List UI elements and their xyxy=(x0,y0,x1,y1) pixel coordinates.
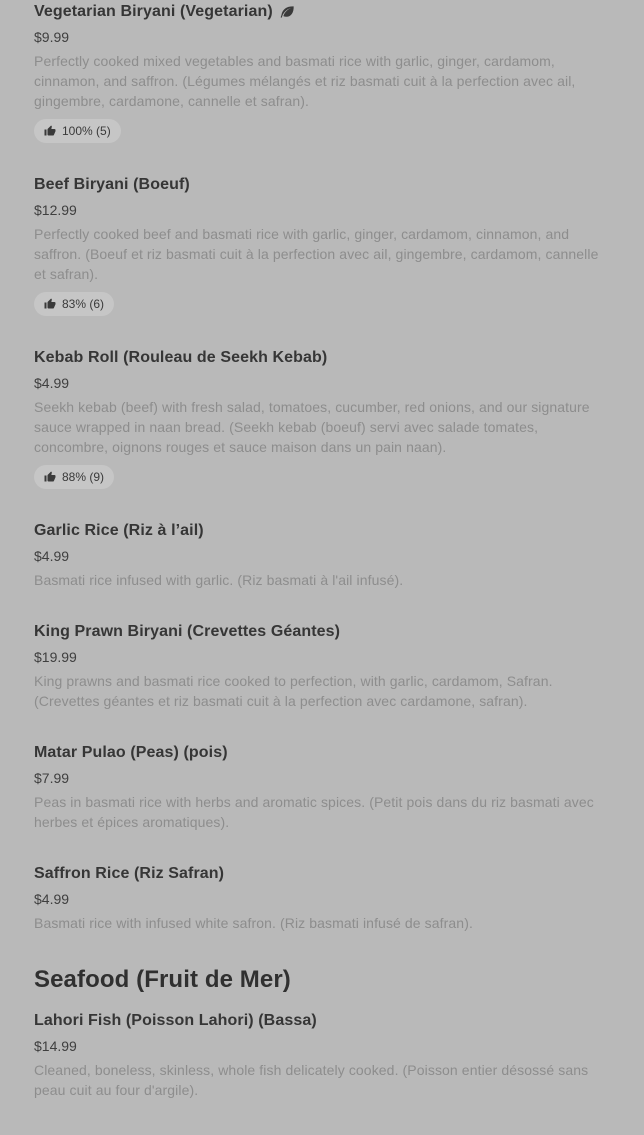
thumbs-up-icon xyxy=(44,298,56,310)
vegetarian-leaf-icon xyxy=(280,4,296,20)
item-name: Lahori Fish (Poisson Lahori) (Bassa) xyxy=(34,1012,317,1029)
thumbs-up-icon xyxy=(44,125,56,137)
item-price: $4.99 xyxy=(34,375,70,391)
menu-item[interactable] xyxy=(34,175,610,316)
rating-text: 88% (9) xyxy=(62,470,105,484)
item-name: Kebab Roll (Rouleau de Seekh Kebab) xyxy=(34,349,328,366)
item-description: Perfectly cooked beef and basmati rice with garlic, ginger, cardamom, cinnamon, and saffron. (Boeuf et riz basmati cuit à la perfection avec ail, gingembre, cardamom, cannelle et safran). xyxy=(34,226,599,282)
menu-item[interactable] xyxy=(34,622,610,711)
item-description: King prawns and basmati rice cooked to perfection, with garlic, cardamom, Safran. (Crevettes géantes et riz basmati cuit à la perfection avec cardamone, safran). xyxy=(34,673,553,709)
item-description: Perfectly cooked mixed vegetables and basmati rice with garlic, ginger, cardamom, cinnamon, and saffron. (Légumes mélangés et riz basmati cuit à la perfection avec ail, gingembre, cardamone, cannelle et safran). xyxy=(34,53,576,109)
rating-text: 83% (6) xyxy=(62,297,105,311)
item-title-row xyxy=(34,864,610,884)
menu-item[interactable] xyxy=(34,521,610,590)
item-price: $4.99 xyxy=(34,891,70,907)
item-name: Matar Pulao (Peas) (pois) xyxy=(34,744,228,761)
rating-badge xyxy=(34,292,114,316)
menu-item[interactable] xyxy=(34,1011,610,1100)
section-heading-seafood: Seafood (Fruit de Mer) xyxy=(34,966,291,993)
rating-badge xyxy=(34,119,121,143)
item-name: Beef Biryani (Boeuf) xyxy=(34,176,190,193)
item-price: $7.99 xyxy=(34,770,70,786)
item-title-row xyxy=(34,348,610,368)
item-title-row xyxy=(34,521,610,541)
item-name: Saffron Rice (Riz Safran) xyxy=(34,865,225,882)
thumbs-up-icon xyxy=(44,471,56,483)
item-title-row xyxy=(34,622,610,642)
item-name: King Prawn Biryani (Crevettes Géantes) xyxy=(34,623,341,640)
item-title-row xyxy=(34,2,610,22)
item-price: $19.99 xyxy=(34,649,77,665)
item-description: Basmati rice infused with garlic. (Riz basmati à l'ail infusé). xyxy=(34,572,404,588)
item-name: Vegetarian Biryani (Vegetarian) xyxy=(34,3,273,20)
item-description: Peas in basmati rice with herbs and aromatic spices. (Petit pois dans du riz basmati avec herbes et épices aromatiques). xyxy=(34,794,594,830)
rating-text: 100% (5) xyxy=(62,124,111,138)
item-price: $9.99 xyxy=(34,29,70,45)
menu-item[interactable] xyxy=(34,864,610,933)
item-description: Cleaned, boneless, skinless, whole fish delicately cooked. (Poisson entier désossé sans peau cuit au four d'argile). xyxy=(34,1062,589,1098)
menu-item[interactable] xyxy=(34,743,610,832)
item-description: Seekh kebab (beef) with fresh salad, tomatoes, cucumber, red onions, and our signature sauce wrapped in naan bread. (Seekh kebab (boeuf) servi avec salade tomates, concombre, oignons rouges et sauce maison dans un pain naan). xyxy=(34,399,590,455)
item-price: $4.99 xyxy=(34,548,70,564)
item-title-row xyxy=(34,743,610,763)
item-title-row xyxy=(34,175,610,195)
item-price: $14.99 xyxy=(34,1038,77,1054)
item-name: Garlic Rice (Riz à l’ail) xyxy=(34,522,204,539)
menu-item[interactable] xyxy=(34,2,610,143)
item-title-row xyxy=(34,1011,610,1031)
rating-badge xyxy=(34,465,114,489)
menu-item[interactable] xyxy=(34,348,610,489)
item-price: $12.99 xyxy=(34,202,77,218)
item-description: Basmati rice with infused white safron. (Riz basmati infusé de safran). xyxy=(34,915,473,931)
